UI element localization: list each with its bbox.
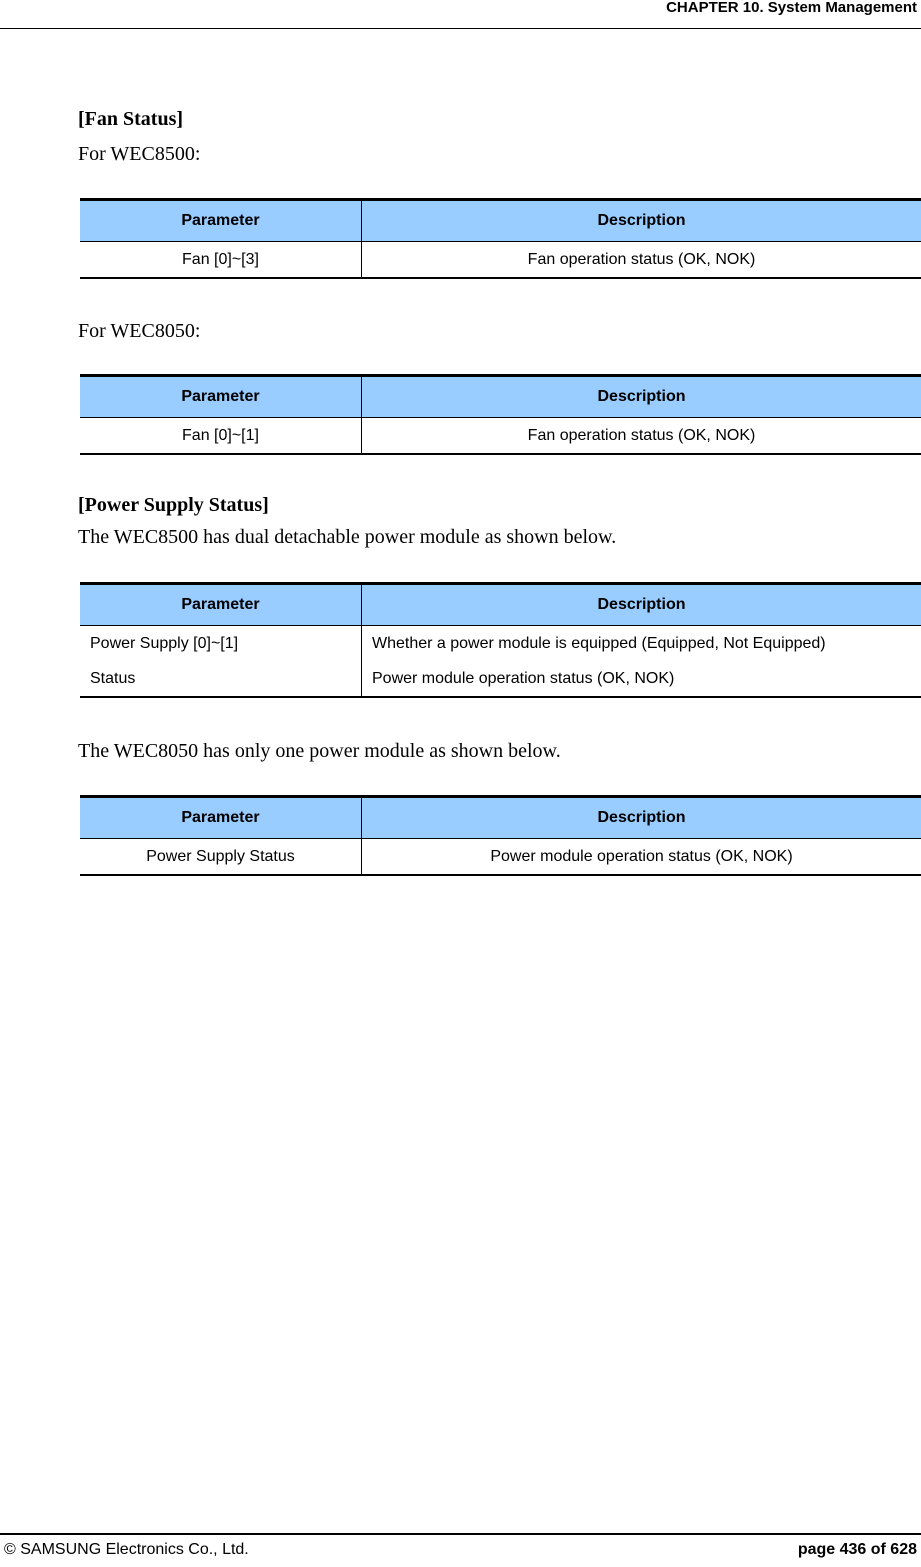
parameter-cell: Status [80, 661, 362, 697]
parameter-cell: Power Supply Status [80, 839, 362, 876]
table-header-row [80, 584, 921, 626]
column-header-description: Description [362, 584, 921, 626]
wec8050-power-intro: The WEC8050 has only one power module as shown below. [78, 740, 561, 763]
page-header [0, 0, 921, 29]
wec8500-fan-intro: For WEC8500: [78, 143, 200, 166]
table-header-row [80, 376, 921, 418]
copyright-text: © SAMSUNG Electronics Co., Ltd. [4, 1541, 249, 1559]
wec8500-fan-table [80, 198, 921, 279]
description-cell: Whether a power module is equipped (Equipped, Not Equipped) [362, 626, 921, 662]
table-row [80, 418, 921, 455]
wec8500-power-table [80, 582, 921, 698]
column-header-description: Description [362, 376, 921, 418]
page-number: page 436 of 628 [798, 1541, 917, 1559]
column-header-parameter: Parameter [80, 200, 362, 242]
table-row [80, 242, 921, 279]
description-cell: Fan operation status (OK, NOK) [362, 418, 921, 455]
description-cell: Power module operation status (OK, NOK) [362, 839, 921, 876]
parameter-cell: Power Supply [0]~[1] [80, 626, 362, 662]
column-header-parameter: Parameter [80, 584, 362, 626]
column-header-description: Description [362, 797, 921, 839]
table-header-row [80, 797, 921, 839]
table-row [80, 661, 921, 697]
power-supply-heading: [Power Supply Status] [78, 494, 269, 517]
column-header-parameter: Parameter [80, 376, 362, 418]
column-header-parameter: Parameter [80, 797, 362, 839]
description-cell: Fan operation status (OK, NOK) [362, 242, 921, 279]
wec8050-fan-intro: For WEC8050: [78, 320, 200, 343]
wec8050-fan-table [80, 374, 921, 455]
chapter-title: CHAPTER 10. System Management [666, 0, 917, 16]
table-row [80, 839, 921, 876]
description-cell: Power module operation status (OK, NOK) [362, 661, 921, 697]
parameter-cell: Fan [0]~[1] [80, 418, 362, 455]
page-footer [0, 1533, 921, 1567]
parameter-cell: Fan [0]~[3] [80, 242, 362, 279]
wec8050-power-table [80, 795, 921, 876]
table-row [80, 626, 921, 662]
table-header-row [80, 200, 921, 242]
wec8500-power-intro: The WEC8500 has dual detachable power module as shown below. [78, 526, 616, 549]
fan-status-heading: [Fan Status] [78, 108, 183, 131]
column-header-description: Description [362, 200, 921, 242]
